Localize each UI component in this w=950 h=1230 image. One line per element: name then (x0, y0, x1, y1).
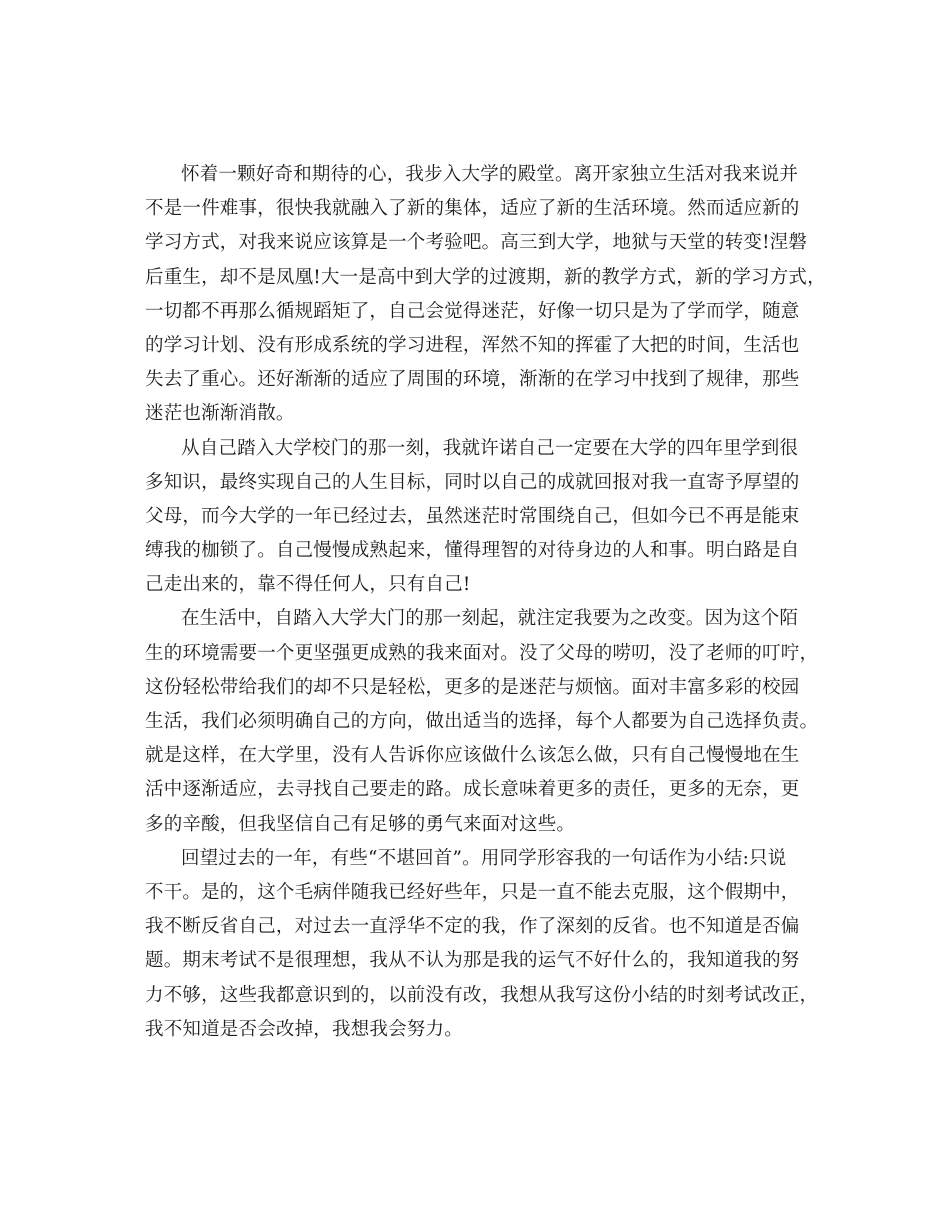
text-line: 不干。是的，这个毛病伴随我已经好些年，只是一直不能去克服，这个假期中， (145, 881, 800, 903)
text-line: 迷茫也渐渐消散。 (145, 403, 295, 425)
text-line: 活中逐渐适应，去寻找自己要走的路。成长意味着更多的责任，更多的无奈，更 (145, 779, 800, 801)
text-line: 力不够，这些我都意识到的，以前没有改，我想从我写这份小结的时刻考试改正， (145, 984, 819, 1006)
paragraph-4 (145, 842, 825, 1047)
paragraph-2 (145, 432, 825, 603)
text-line: 学习方式，对我来说应该算是一个考验吧。高三到大学，地狱与天堂的转变!涅磐 (145, 232, 808, 254)
text-line: 后重生，却不是凤凰!大一是高中到大学的过渡期，新的教学方式，新的学习方式， (145, 266, 826, 288)
text-line: 父母，而今大学的一年已经过去，虽然迷茫时常围绕自己，但如今已不再是能束 (145, 505, 800, 527)
text-line: 怀着一颗好奇和期待的心，我步入大学的殿堂。离开家独立生活对我来说并 (181, 164, 799, 185)
text-line: 回望过去的一年，有些“不堪回首”。用同学形容我的一句话作为小结:只说 (181, 847, 787, 869)
text-line: 我不知道是否会改掉，我想我会努力。 (145, 1018, 463, 1040)
text-line: 多的辛酸，但我坚信自己有足够的勇气来面对这些。 (145, 813, 576, 835)
paragraph-3 (145, 602, 825, 841)
text-line: 从自己踏入大学校门的那一刻，我就许诺自己一定要在大学的四年里学到很 (181, 437, 799, 459)
text-line: 己走出来的，靠不得任何人，只有自己! (145, 574, 471, 596)
text-line: 就是这样，在大学里，没有人告诉你应该做什么该怎么做，只有自己慢慢地在生 (145, 745, 800, 767)
text-line: 失去了重心。还好渐渐的适应了周围的环境，渐渐的在学习中找到了规律，那些 (145, 369, 800, 391)
text-line: 的学习计划、没有形成系统的学习进程，浑然不知的挥霍了大把的时间，生活也 (145, 334, 800, 356)
text-line: 缚我的枷锁了。自己慢慢成熟起来，懂得理智的对待身边的人和事。明白路是自 (145, 540, 800, 562)
document-body (145, 158, 825, 1047)
paragraph-1 (145, 158, 825, 432)
text-line: 不是一件难事，很快我就融入了新的集体，适应了新的生活环境。然而适应新的 (145, 198, 800, 220)
text-line: 生活，我们必须明确自己的方向，做出适当的选择，每个人都要为自己选择负责。 (145, 711, 819, 732)
text-line: 一切都不再那么循规蹈矩了，自己会觉得迷茫，好像一切只是为了学而学，随意 (145, 300, 800, 322)
text-line: 这份轻松带给我们的却不只是轻松，更多的是迷茫与烦恼。面对丰富多彩的校园 (145, 676, 800, 698)
text-line: 多知识，最终实现自己的人生目标，同时以自己的成就回报对我一直寄予厚望的 (145, 471, 800, 493)
text-line: 在生活中，自踏入大学大门的那一刻起，就注定我要为之改变。因为这个陌 (181, 608, 799, 630)
text-line: 题。期末考试不是很理想，我从不认为那是我的运气不好什么的，我知道我的努 (145, 950, 800, 972)
text-line: 生的环境需要一个更坚强更成熟的我来面对。没了父母的唠叨，没了老师的叮咛， (145, 642, 819, 664)
text-line: 我不断反省自己，对过去一直浮华不定的我，作了深刻的反省。也不知道是否偏 (145, 916, 800, 938)
